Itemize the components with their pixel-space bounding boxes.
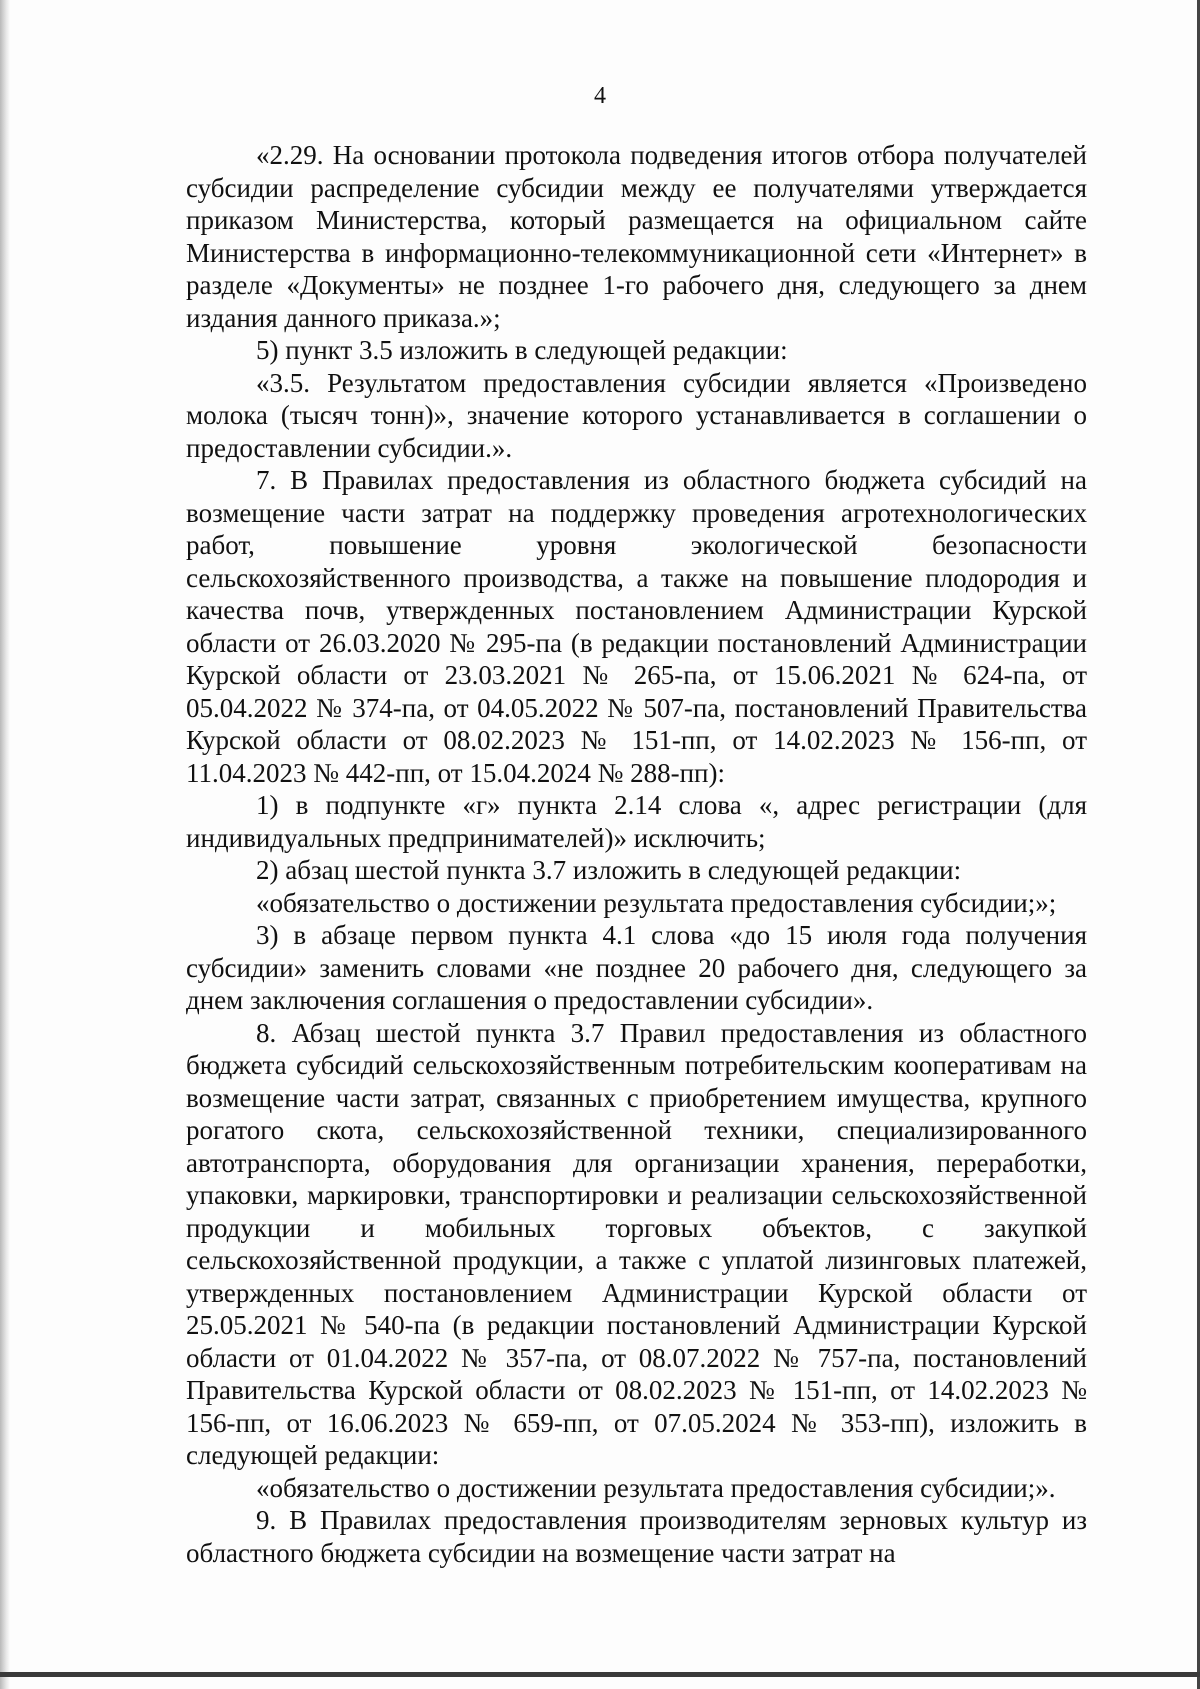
paragraph-2-29: «2.29. На основании протокола подведения итогов отбора получателей субсидии распределение субсидии между ее получателями утверждается приказом Министерства, который размещается на официальном сайте Министерства в информационно-телекоммуникационной сети «Интернет» в разделе «Документы» не позднее 1-го рабочего дня, следующего за днем издания данного приказа.»; [186,140,1087,333]
paragraph-section-8: 8. Абзац шестой пункта 3.7 Правил предоставления из областного бюджета субсидий сельскохозяйственным потребительским кооперативам на возмещение части затрат, связанных с приобретением имущества, крупного рогатого скота, сельскохозяйственной техники, специализированного автотранспорта, оборудования для организации хранения, переработки, упаковки, маркировки, транспортировки и реализации сельскохозяйственной продукции и мобильных торговых объектов, с закупкой сельскохозяйственной продукции, а также с уплатой лизинговых платежей, утвержденных постановлением Администрации Курской области от 25.05.2021 № 540-па (в редакции постановлений Администрации Курской области от 01.04.2022 № 357-па, от 08.07.2022 № 757-па, постановлений Правительства Курской области от 08.02.2023 № 151-пп, от 14.02.2023 № 156-пп, от 16.06.2023 № 659-пп, от 07.05.2024 № 353-пп), изложить в следующей редакции: [186,1017,1087,1470]
scan-border-bottom [0,1672,1200,1677]
paragraph-7-item-3: 3) в абзаце первом пункта 4.1 слова «до 15 июля года получения субсидии» заменить словами «не позднее 20 рабочего дня, следующего за днем заключения соглашения о предоставлении субсидии». [186,920,1087,1015]
paragraph-8-quote: «обязательство о достижении результата предоставления субсидии;». [256,1472,1056,1503]
paragraph-3-5: «3.5. Результатом предоставления субсидии является «Произведено молока (тысяч тонн)», значение которого устанавливается в соглашении о предоставлении субсидии.». [186,367,1087,463]
scan-shadow-left [0,0,10,1689]
paragraph-7-item-1: 1) в подпункте «г» пункта 2.14 слова «, адрес регистрации (для индивидуальных предпринимателей)» исключить; [186,790,1087,853]
paragraph-7-item-2-quote: «обязательство о достижении результата предоставления субсидии;»; [256,887,1057,918]
paragraph-item-5: 5) пункт 3.5 изложить в следующей редакции: [256,335,788,365]
paragraph-7-item-2: 2) абзац шестой пункта 3.7 изложить в следующей редакции: [256,855,962,885]
paragraph-section-7: 7. В Правилах предоставления из областного бюджета субсидий на возмещение части затрат на поддержку проведения агротехнологических работ, повышение уровня экологической безопасности сельскохозяйственного производства, а также на повышение плодородия и качества почв, утвержденных постановлением Администрации Курской области от 26.03.2020 № 295-па (в редакции постановлений Администрации Курской области от 23.03.2021 № 265-па, от 15.06.2021 № 624-па, от 05.04.2022 № 374-па, от 04.05.2022 № 507-па, постановлений Правительства Курской области от 08.02.2023 № 151-пп, от 14.02.2023 № 156-пп, от 11.04.2023 № 442-пп, от 15.04.2024 № 288-пп): [186,465,1087,788]
document-body [186,139,1087,1569]
paragraph-section-9: 9. В Правилах предоставления производителям зерновых культур из областного бюджета субсидии на возмещение части затрат на [186,1505,1087,1568]
page-number: 4 [594,83,606,109]
